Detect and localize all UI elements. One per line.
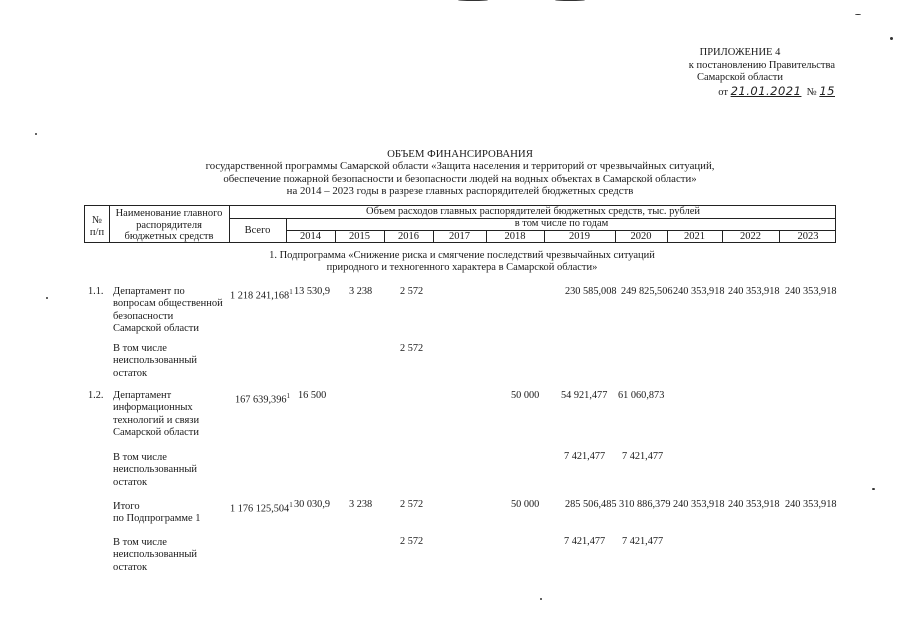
subprogram-line-1: 1. Подпрограмма «Снижение риска и смягчение последствий чрезвычайных ситуаций: [269, 250, 655, 261]
row-2021: 240 353,918: [673, 499, 725, 510]
header-year: 2020: [630, 231, 652, 242]
row-name: Департамент информационных технологий и связи Самарской области: [113, 390, 200, 439]
title-line-4: на 2014 – 2023 годы в разрезе главных распорядителей бюджетных средств: [286, 185, 634, 198]
scan-speck: [855, 14, 861, 15]
row-2022: 240 353,918: [728, 499, 780, 510]
scan-speck: [35, 133, 37, 135]
row-2018: 50 000: [511, 499, 540, 510]
row-2021: 240 353,918: [673, 286, 725, 297]
row-2016: 2 572: [400, 286, 424, 297]
row-number: 1.1.: [88, 286, 104, 297]
scan-speck: [46, 297, 48, 299]
appendix-resolution: к постановлению Правительства: [688, 59, 835, 71]
row-2015: 3 238: [349, 286, 373, 297]
header-name: Наименование главного распорядителя бюджетных средств: [115, 208, 223, 242]
number-prefix: №: [806, 86, 817, 98]
header-year: 2015: [349, 231, 370, 242]
row-2020: 61 060,873: [618, 390, 665, 401]
header-by-years: в том числе по годам: [514, 218, 609, 229]
scan-speck: [458, 0, 488, 1]
row-name: В том числе неиспользованный остаток: [113, 452, 198, 488]
date-value: 21.01.2021: [730, 83, 802, 98]
row-total: 1 176 125,504$^1$: [230, 501, 293, 515]
title-line-3: обеспечение пожарной безопасности и безопасности людей на водных объектах в Самарской области»: [223, 172, 697, 185]
row-2019: 54 921,477: [561, 390, 608, 401]
table-header: [84, 205, 836, 243]
row-2019: 7 421,477: [564, 536, 606, 547]
row-2019: 7 421,477: [564, 451, 606, 462]
row-total: 1 218 241,168$^1$: [230, 288, 293, 302]
header-year: 2014: [300, 231, 321, 242]
row-2023: 240 353,918: [785, 286, 837, 297]
row-2022: 240 353,918: [728, 286, 780, 297]
row-2020: 7 421,477: [622, 536, 664, 547]
row-name: В том числе неиспользованный остаток: [113, 343, 198, 379]
header-year: 2022: [740, 231, 761, 242]
row-number: 1.2.: [88, 390, 104, 401]
appendix-date-line: [645, 85, 835, 100]
scan-speck: [890, 37, 893, 40]
header-year: 2017: [449, 231, 470, 242]
row-2016: 2 572: [400, 343, 424, 354]
row-2014: 16 500: [298, 390, 327, 401]
header-year: 2021: [684, 231, 705, 242]
row-2019: 230 585,008: [565, 286, 617, 297]
row-total: 167 639,396$^1$: [235, 392, 290, 406]
appendix-header: [645, 47, 835, 99]
scan-speck: [872, 488, 875, 490]
row-2020: 249 825,506: [621, 286, 673, 297]
row-2018: 50 000: [511, 390, 540, 401]
scan-speck: [555, 0, 585, 1]
header-total: Всего: [244, 225, 271, 236]
header-volume: Объем расходов главных распорядителей бюджетных средств, тыс. рублей: [365, 206, 700, 217]
row-2020: 310 886,379: [619, 499, 671, 510]
header-year: 2016: [398, 231, 419, 242]
subprogram-line-2: природного и техногенного характера в Самарской области»: [326, 262, 598, 274]
date-prefix: от: [718, 86, 728, 98]
title-line-1: ОБЪЕМ ФИНАНСИРОВАНИЯ: [387, 148, 533, 160]
scan-speck: [540, 598, 542, 600]
row-name: В том числе неиспользованный остаток: [113, 537, 198, 573]
row-name: Департамент по вопросам общественной безопасности Самарской области: [113, 286, 223, 335]
title-line-2: государственной программы Самарской области «Защита населения и территорий от чрезвычайных ситуаций,: [205, 160, 715, 173]
row-2020: 7 421,477: [622, 451, 664, 462]
header-year: 2018: [504, 231, 526, 242]
row-2015: 3 238: [349, 499, 373, 510]
row-2014: 13 530,9: [294, 286, 331, 297]
appendix-region: Самарской области: [697, 72, 783, 84]
row-name: Итого по Подпрограмме 1: [113, 501, 201, 525]
header-year: 2023: [797, 231, 819, 242]
header-num: № п/п: [89, 215, 105, 238]
row-2014: 30 030,9: [294, 499, 331, 510]
document-title: [150, 148, 770, 198]
row-2019: 285 506,485: [565, 499, 617, 510]
row-2016: 2 572: [400, 536, 424, 547]
header-year: 2019: [569, 231, 590, 242]
row-2016: 2 572: [400, 499, 424, 510]
number-value: 15: [819, 83, 835, 98]
subprogram-heading: [232, 250, 692, 274]
row-2023: 240 353,918: [785, 499, 837, 510]
appendix-number: ПРИЛОЖЕНИЕ 4: [699, 47, 781, 58]
